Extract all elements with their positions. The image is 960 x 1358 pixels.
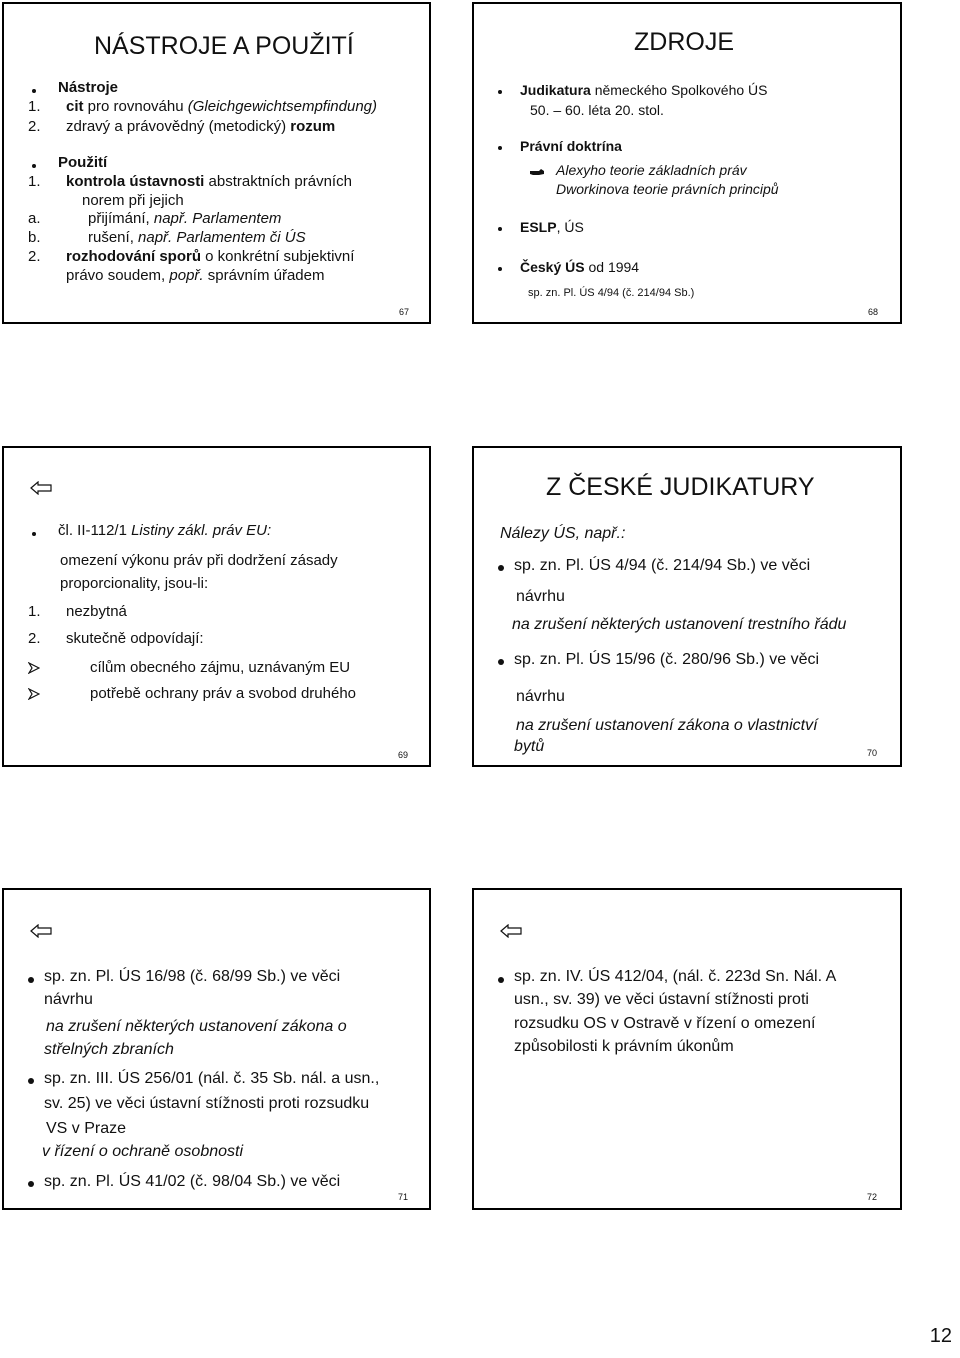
list-number: 2.: [28, 118, 41, 135]
sources-item: ESLP, ÚS: [520, 219, 584, 235]
list-number: 1.: [28, 603, 41, 620]
list-item: kontrola ústavnosti abstraktních právních: [66, 173, 352, 190]
sources-item-cont: 50. – 60. léta 20. stol.: [530, 102, 664, 118]
bullet: [28, 1181, 34, 1187]
list-item-cont: norem při jejich: [82, 192, 184, 209]
doctrine-item: Dworkinova teorie právních principů: [556, 181, 779, 197]
slide-number: 72: [867, 1192, 878, 1202]
case-line: v řízení o ochraně osobnosti: [42, 1143, 244, 1160]
list-item: zdravý a právovědný (metodický) rozum: [66, 118, 336, 135]
case-line: rozsudku OS v Ostravě v řízení o omezení: [514, 1015, 816, 1032]
arrowhead-bullet-icon: [28, 688, 40, 700]
slide-69: [2, 446, 431, 767]
case-line: návrhu: [516, 688, 565, 705]
list-item: cílům obecného zájmu, uznávaným EU: [90, 659, 351, 676]
slide-70: [472, 446, 902, 767]
case-line: sp. zn. Pl. ÚS 41/02 (č. 98/04 Sb.) ve věci: [44, 1173, 341, 1190]
case-line: na zrušení ustanovení zákona o vlastnictví: [516, 717, 818, 734]
bullet: [498, 227, 502, 231]
bullet: [28, 1078, 34, 1084]
intro-line: Nálezy ÚS, např.:: [500, 525, 626, 542]
slide-67: [2, 2, 431, 324]
slide-title: NÁSTROJE A POUŽITÍ: [94, 32, 354, 60]
slide-72: [472, 888, 902, 1210]
list-item: rozhodování sporů o konkrétní subjektivní: [66, 248, 355, 265]
slide-number: 68: [868, 307, 879, 317]
sources-item: Judikatura německého Spolkového ÚS: [520, 82, 768, 98]
list-item: nezbytná: [66, 603, 127, 620]
bullet: [32, 164, 36, 168]
case-line: usn., sv. 39) ve věci ústavní stížnosti proti: [514, 991, 809, 1008]
bullet: [498, 90, 502, 94]
case-line: návrhu: [44, 991, 93, 1008]
case-line: sp. zn. III. ÚS 256/01 (nál. č. 35 Sb. nál. a usn.,: [44, 1070, 380, 1087]
bullet: [32, 532, 36, 536]
list-item: přijímání, např. Parlamentem: [88, 210, 282, 227]
bullet: [498, 659, 504, 665]
bullet: [498, 977, 504, 983]
case-line: bytů: [514, 738, 545, 755]
list-number: 1.: [28, 98, 41, 115]
article-line: čl. II-112/1 Listiny zákl. práv EU:: [58, 522, 272, 539]
bullet: [32, 89, 36, 93]
slide-71: [2, 888, 431, 1210]
case-line: VS v Praze: [46, 1120, 127, 1137]
list-item: rušení, např. Parlamentem či ÚS: [88, 229, 306, 246]
list-item: skutečně odpovídají:: [66, 630, 204, 647]
slide-number: 71: [398, 1192, 409, 1202]
case-line: na zrušení některých ustanovení zákona o: [46, 1018, 347, 1035]
bullet: [498, 267, 502, 271]
text-line: omezení výkonu práv při dodržení zásady: [60, 552, 338, 569]
list-number: 2.: [28, 248, 41, 265]
case-line: střelných zbraních: [44, 1041, 174, 1058]
case-line: sp. zn. Pl. ÚS 15/96 (č. 280/96 Sb.) ve věci: [514, 651, 820, 668]
bullet: [28, 977, 34, 983]
list-item: potřebě ochrany práv a svobod druhého: [90, 685, 357, 702]
bullet: [498, 565, 504, 571]
list-letter: a.: [28, 210, 41, 227]
arrowhead-bullet-icon: [28, 662, 40, 674]
case-line: způsobilosti k právním úkonům: [514, 1038, 734, 1055]
case-line: sv. 25) ve věci ústavní stížnosti proti rozsudku: [44, 1095, 370, 1112]
case-line: sp. zn. IV. ÚS 412/04, (nál. č. 223d Sn. Nál. A: [514, 968, 837, 985]
list-letter: b.: [28, 229, 41, 246]
left-arrow-icon: [500, 924, 522, 938]
list-item-cont: právo soudem, popř. správním úřadem: [66, 267, 325, 284]
slide-title: ZDROJE: [634, 28, 734, 56]
list-item: cit pro rovnováhu (Gleichgewichtsempfindung): [66, 98, 378, 115]
bullet: [498, 146, 502, 150]
case-line: sp. zn. Pl. ÚS 16/98 (č. 68/99 Sb.) ve věci: [44, 968, 341, 985]
slide-68: [472, 2, 902, 324]
usage-heading: Použití: [58, 154, 108, 171]
slide-number: 69: [398, 750, 409, 760]
pointing-hand-icon: [529, 167, 545, 177]
slide-title: Z ČESKÉ JUDIKATURY: [546, 473, 815, 501]
case-line: návrhu: [516, 588, 565, 605]
slide-number: 67: [399, 307, 410, 317]
sources-item: Český ÚS od 1994: [520, 259, 640, 275]
case-line: na zrušení některých ustanovení trestního řádu: [512, 616, 847, 633]
list-number: 1.: [28, 173, 41, 190]
doctrine-heading: Právní doktrína: [520, 138, 622, 154]
doctrine-item: Alexyho teorie základních práv: [556, 162, 747, 178]
case-line: sp. zn. Pl. ÚS 4/94 (č. 214/94 Sb.) ve věci: [514, 557, 811, 574]
tools-heading: Nástroje: [58, 79, 119, 96]
left-arrow-icon: [30, 924, 52, 938]
left-arrow-icon: [30, 481, 52, 495]
slide-number: 70: [867, 748, 878, 758]
page-number: 12: [929, 1325, 952, 1347]
text-line: proporcionality, jsou-li:: [60, 575, 209, 592]
case-reference: sp. zn. Pl. ÚS 4/94 (č. 214/94 Sb.): [528, 287, 695, 299]
list-number: 2.: [28, 630, 41, 647]
